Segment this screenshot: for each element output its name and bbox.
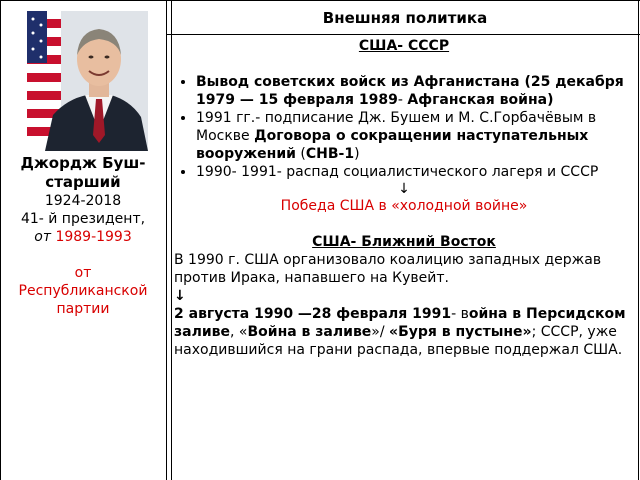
war-text-segment: ойна в Персидском заливе: [174, 306, 626, 340]
term-years: 1989-1993: [55, 229, 132, 245]
bullet-text-segment: Вывод советских войск из Афганистана (25 декабря 1979 — 15 февраля 1989: [196, 74, 624, 108]
party-line-3: партии: [56, 301, 110, 317]
us-ussr-bullet-item: [196, 73, 634, 109]
war-text-segment: ; СССР, уже находившийся на грани распада, впервые поддержал США.: [174, 324, 623, 358]
bullet-text-segment: 1990- 1991- распад социалистического лагеря и СССР: [196, 164, 599, 180]
bullet-text-segment: 1991 гг.- подписание Дж. Бушем и М. С.Горбачёвым в Москве: [196, 110, 597, 144]
column-header: Внешняя политика: [322, 9, 488, 27]
war-text-segment: «Буря в пустыне»: [389, 324, 532, 340]
table-divider-left: [166, 0, 167, 480]
us-ussr-bullet-list: [174, 73, 634, 181]
life-years: 1924-2018: [44, 193, 122, 209]
section-us-ussr-title: США- СССР: [358, 38, 450, 54]
party-line-2: Республиканской: [18, 283, 148, 299]
bullet-text-segment: Договора о сокращении наступательных вооружений: [196, 128, 589, 162]
war-text-segment: Война в заливе: [247, 324, 372, 340]
term-line: [0, 228, 166, 246]
table-divider-right: [171, 0, 172, 480]
war-text-segment: , «: [230, 324, 248, 340]
gulf-war-paragraph: [174, 305, 634, 359]
war-text-segment: 2 августа 1990 —28 февраля 1991: [174, 306, 452, 322]
bullet-text-segment: СНВ-1: [305, 146, 355, 162]
bullet-text-segment: -: [397, 92, 408, 108]
table-border-top: [0, 0, 640, 1]
content-cell: [174, 37, 634, 359]
bullet-text-segment: (: [295, 146, 306, 162]
table-border-right: [638, 0, 639, 480]
president-number: 41- й президент,: [20, 211, 146, 227]
war-text-segment: »/: [371, 324, 390, 340]
portrait-photo: [27, 11, 148, 151]
us-ussr-bullet-item: [196, 109, 634, 163]
term-prefix: от: [34, 229, 51, 245]
party-line-1: от: [74, 265, 92, 281]
bullet-text-segment: Афганская война): [407, 92, 554, 108]
bullet-text-segment: ): [354, 146, 360, 162]
down-arrow-icon: ↓: [398, 181, 410, 197]
down-arrow-icon: ↓: [174, 288, 186, 304]
president-info: [0, 154, 166, 318]
section-us-middle-east-title: США- Ближний Восток: [312, 234, 496, 250]
us-ussr-bullet-item: [196, 163, 634, 181]
president-name: Джордж Буш-старший: [20, 154, 146, 191]
war-text-segment: - в: [451, 306, 469, 322]
cold-war-result: Победа США в «холодной войне»: [280, 198, 528, 214]
portrait-illustration: [27, 11, 148, 151]
header-divider: [166, 34, 640, 35]
coalition-paragraph: В 1990 г. США организовало коалицию западных держав против Ирака, напавшего на Кувейт.: [174, 252, 602, 286]
